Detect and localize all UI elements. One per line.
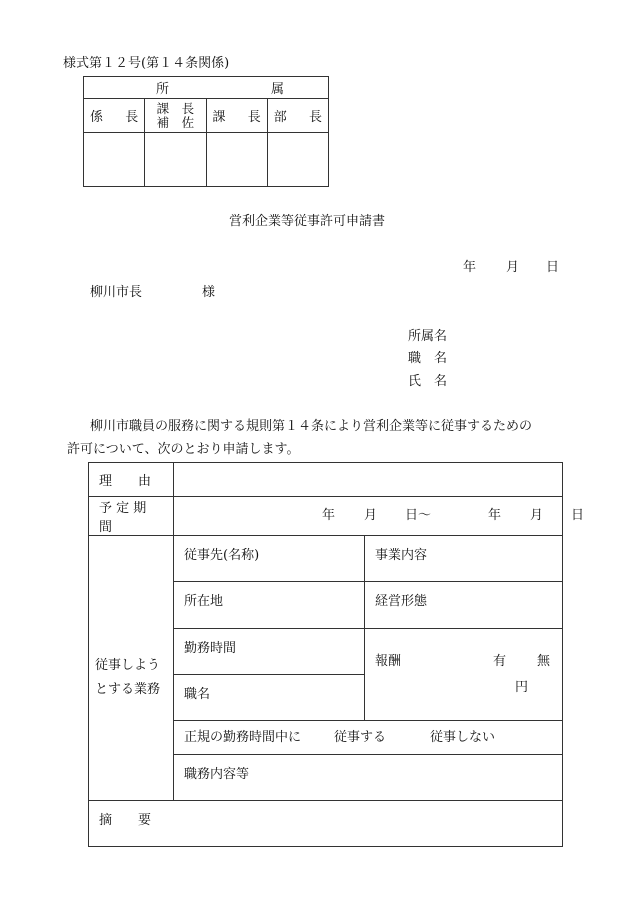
addressee-name: 柳川市長 <box>90 285 143 300</box>
addressee-honorific: 様 <box>202 285 216 300</box>
remuneration-field[interactable]: 報酬 有 無 円 <box>365 629 563 721</box>
remuneration-no-option[interactable]: 無 <box>537 653 551 669</box>
application-table <box>88 462 585 847</box>
document-title: 営利企業等従事許可申請書 <box>229 214 386 229</box>
approval-role-assistant-manager: 課 長 補 佐 <box>145 99 206 133</box>
applicant-department-label: 所属名 <box>408 329 448 344</box>
business-form-field[interactable]: 経営形態 <box>365 582 563 629</box>
remarks-field[interactable]: 摘 要 <box>89 801 563 847</box>
reason-label: 理 由 <box>89 463 174 497</box>
applicant-name-label: 氏 名 <box>408 374 448 389</box>
period-field[interactable]: 年 月 日～ 年 月 日 <box>174 497 563 536</box>
date-year: 年 <box>463 260 477 275</box>
engage-option[interactable]: 従事する <box>334 729 387 745</box>
job-title-field[interactable]: 職名 <box>174 675 365 721</box>
employer-name-field[interactable]: 従事先(名称) <box>174 536 365 582</box>
approval-role-chief: 係 長 <box>84 99 145 133</box>
reason-field[interactable] <box>174 463 563 497</box>
period-label: 予 定 期 間 <box>89 497 174 536</box>
form-number: 様式第１２号(第１４条関係) <box>63 56 230 71</box>
applicant-position-label: 職 名 <box>408 351 448 366</box>
location-field[interactable]: 所在地 <box>174 582 365 629</box>
date-day: 日 <box>546 260 560 275</box>
approval-stamp-box <box>83 76 329 187</box>
approval-header-department: 所 属 <box>84 77 329 99</box>
stamp-cell-director[interactable] <box>267 133 328 187</box>
regular-hours-row: 正規の勤務時間中に 従事する 従事しない <box>174 721 563 755</box>
duties-field[interactable]: 職務内容等 <box>174 755 563 801</box>
remuneration-yes-option[interactable]: 有 <box>493 653 507 669</box>
statement-line-1: 柳川市職員の服務に関する規則第１４条により営利企業等に従事するための <box>90 419 533 434</box>
work-hours-field[interactable]: 勤務時間 <box>174 629 365 675</box>
business-content-field[interactable]: 事業内容 <box>365 536 563 582</box>
date-month: 月 <box>506 260 520 275</box>
approval-role-director: 部 長 <box>267 99 328 133</box>
stamp-cell-section-manager[interactable] <box>206 133 267 187</box>
approval-role-section-manager: 課 長 <box>206 99 267 133</box>
statement-line-2: 許可について、次のとおり申請します。 <box>67 442 300 457</box>
not-engage-option[interactable]: 従事しない <box>430 729 496 745</box>
stamp-cell-chief[interactable] <box>84 133 145 187</box>
stamp-cell-assistant-manager[interactable] <box>145 133 206 187</box>
business-label: 従事しよう とする業務 <box>89 536 174 801</box>
